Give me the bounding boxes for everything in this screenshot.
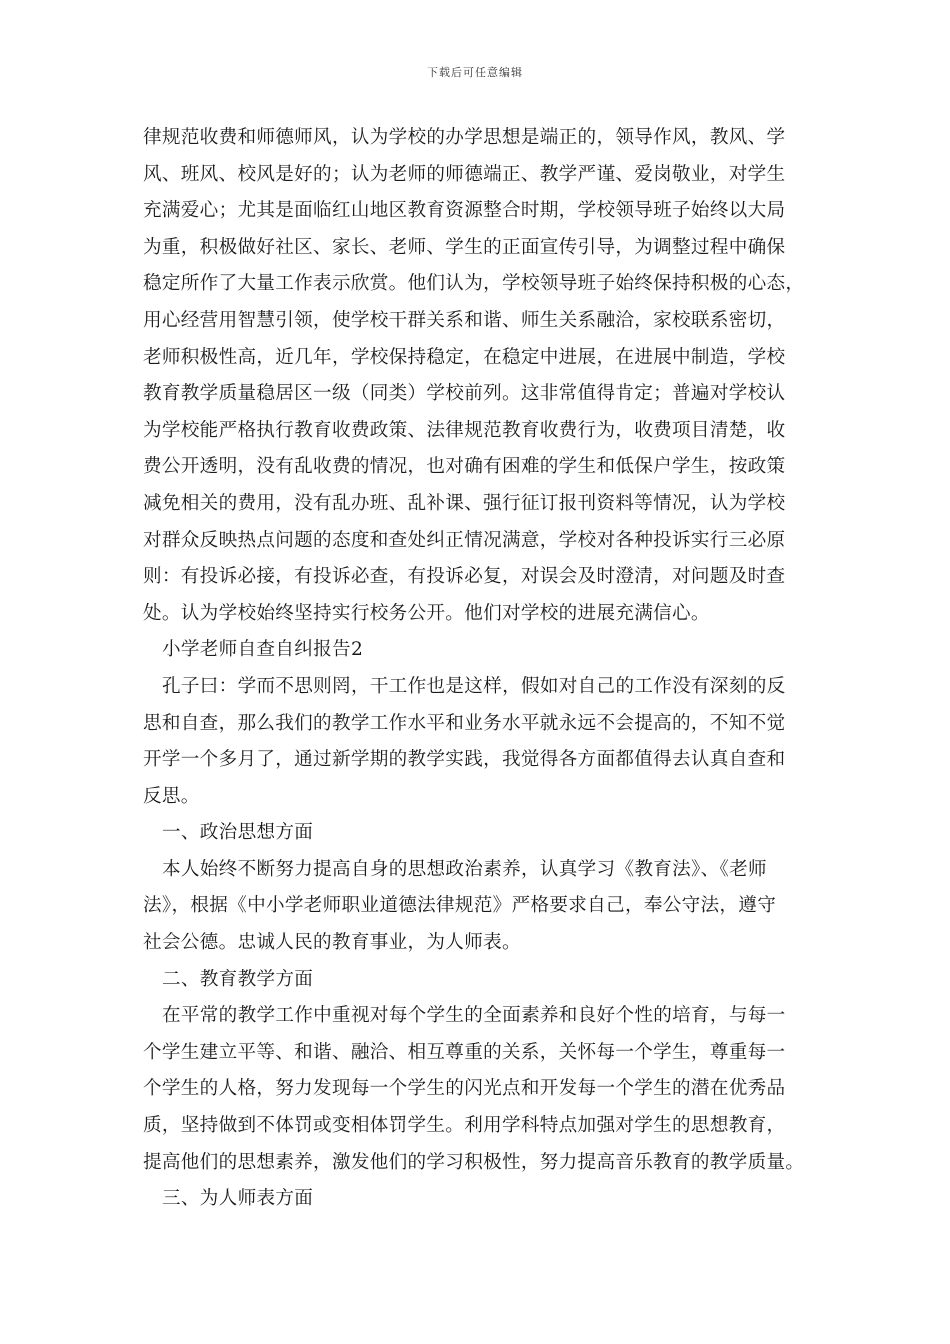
text-line: 律规范收费和师德师风，认为学校的办学思想是端正的，领导作风，教风、学 [143,127,786,148]
text-line: 在平常的教学工作中重视对每个学生的全面素养和良好个性的培育，与每一 [162,1005,786,1027]
text-line: 提高他们的思想素养，激发他们的学习积极性，努力提高音乐教育的教学质量。 [143,1151,805,1173]
text-line: 社会公德。忠诚人民的教育事业，为人师表。 [143,932,521,954]
text-line: 则：有投诉必接，有投诉必查，有投诉必复，对误会及时澄清，对问题及时查 [143,566,786,588]
text-line: 费公开透明，没有乱收费的情况，也对确有困难的学生和低保户学生，按政策 [143,456,786,478]
section-heading: 二、教育教学方面 [162,968,314,990]
text-line: 反思。 [143,785,200,807]
text-line: 思和自查，那么我们的教学工作水平和业务水平就永远不会提高的，不知不觉 [143,712,786,734]
section-heading: 一、政治思想方面 [162,822,314,844]
text-line: 本人始终不断努力提高自身的思想政治素养，认真学习《教育法》、《老师 [162,858,767,880]
text-line: 用心经营用智慧引领，使学校干群关系和谐、师生关系融洽，家校联系密切， [143,309,786,331]
text-line: 法》，根据《中小学老师职业道德法律规范》严格要求自己，奉公守法，遵守 [143,895,777,917]
section-title: 小学老师自查自纠报告2 [162,639,364,661]
text-line: 为重，积极做好社区、家长、老师、学生的正面宣传引导，为调整过程中确保 [143,236,786,258]
text-line: 孔子曰：学而不思则罔，干工作也是这样，假如对自己的工作没有深刻的反 [162,675,786,697]
text-line: 风、班风、校风是好的；认为老师的师德端正、教学严谨、爱岗敬业，对学生 [143,163,786,185]
text-line: 老师积极性高，近几年，学校保持稳定，在稳定中进展，在进展中制造，学校 [143,346,786,368]
text-line: 处。认为学校始终坚持实行校务公开。他们对学校的进展充满信心。 [143,602,710,624]
text-line: 充满爱心；尤其是面临红山地区教育资源整合时期，学校领导班子始终以大局 [143,200,786,222]
page-header: 下载后可任意编辑 [427,66,523,79]
text-line: 稳定所作了大量工作表示欣赏。他们认为，学校领导班子始终保持积极的心态， [143,273,805,295]
text-line: 减免相关的费用，没有乱办班、乱补课、强行征订报刊资料等情况，认为学校 [143,492,786,514]
section-heading: 三、为人师表方面 [162,1188,314,1210]
document-body [143,120,823,1218]
text-line: 教育教学质量稳居区一级（同类）学校前列。这非常值得肯定；普遍对学校认 [143,383,786,405]
text-line: 质，坚持做到不体罚或变相体罚学生。利用学科特点加强对学生的思想教育， [143,1115,786,1137]
text-line: 对群众反映热点问题的态度和查处纠正情况满意，学校对各种投诉实行三必原 [143,529,786,551]
text-line: 为学校能严格执行教育收费政策、法律规范教育收费行为，收费项目清楚，收 [143,419,786,441]
text-line: 个学生建立平等、和谐、融洽、相互尊重的关系，关怀每一个学生，尊重每一 [143,1041,786,1063]
text-line: 开学一个多月了，通过新学期的教学实践，我觉得各方面都值得去认真自查和 [143,749,786,771]
text-line: 个学生的人格，努力发现每一个学生的闪光点和开发每一个学生的潜在优秀品 [143,1078,786,1100]
